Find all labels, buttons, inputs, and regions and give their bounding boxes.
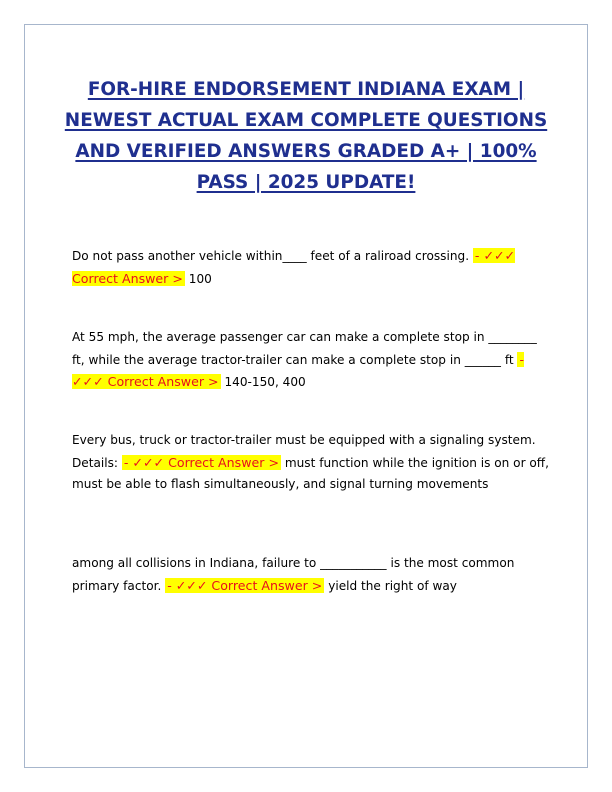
answer-text: yield the right of way bbox=[328, 578, 457, 593]
question-text: Do not pass another vehicle within____ feet of a raliroad crossing. bbox=[72, 249, 470, 263]
answer-text: 140-150, 400 bbox=[224, 375, 306, 389]
qa-item bbox=[72, 327, 550, 394]
qa-item bbox=[72, 553, 550, 597]
qa-item bbox=[72, 245, 550, 290]
qa-item bbox=[72, 430, 550, 496]
document-title: FOR-HIRE ENDORSEMENT INDIANA EXAM | NEWEST ACTUAL EXAM COMPLETE QUESTIONS AND VERIFIED ANSWERS GRADED A+ | 100% PASS | 2025 UPDATE! bbox=[64, 79, 548, 193]
answer-text: 100 bbox=[188, 271, 212, 286]
correct-answer-marker: - ✓✓✓ Correct Answer > bbox=[123, 454, 279, 470]
answer-text: must function while the ignition is on or off, must be able to flash simultaneously, and signal turning movements bbox=[72, 455, 549, 491]
question-text: At 55 mph, the average passenger car can make a complete stop in ________ ft, while the average tractor-trailer can make a complete stop in ______ ft bbox=[72, 330, 537, 367]
question-text: Every bus, truck or tractor-trailer must be equipped with a signaling system. Details: bbox=[72, 433, 536, 470]
correct-answer-marker: - ✓✓✓ Correct Answer > bbox=[72, 248, 516, 286]
correct-answer-marker: - ✓✓✓ Correct Answer > bbox=[72, 351, 525, 389]
question-text: among all collisions in Indiana, failure to ___________ is the most common primary factor. bbox=[72, 556, 515, 593]
correct-answer-marker: - ✓✓✓ Correct Answer > bbox=[167, 577, 323, 593]
